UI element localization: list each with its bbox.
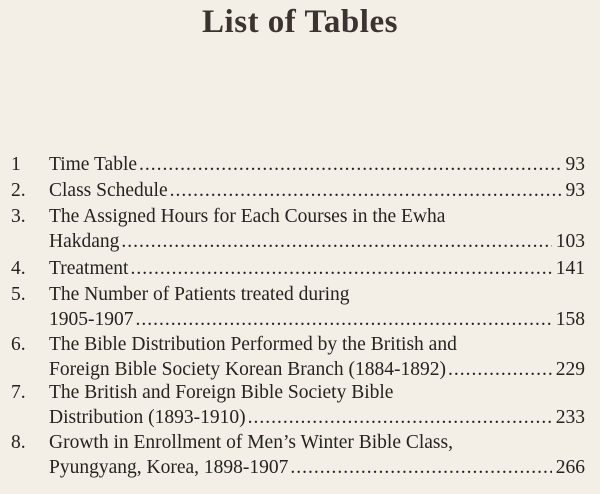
entry-page: 266 (555, 457, 585, 478)
entry-title: The British and Foreign Bible Society Bible (49, 382, 394, 403)
entry-number: 7. (11, 382, 26, 403)
dot-leader (121, 231, 551, 253)
entry-number: 4. (11, 258, 26, 279)
entry-title-continued: Hakdang (49, 231, 120, 252)
dot-leader (170, 180, 562, 202)
entry-number: 1 (11, 154, 21, 175)
dot-leader (290, 457, 551, 479)
entry-page: 141 (555, 258, 585, 279)
entry-title-continued: Pyungyang, Korea, 1898-1907 (49, 457, 289, 478)
entry-page: 93 (565, 180, 585, 201)
entry-title-continued: 1905-1907 (49, 309, 134, 330)
dot-leader (248, 407, 552, 429)
entry-title-continued: Distribution (1893-1910) (49, 407, 246, 428)
entry-title: The Assigned Hours for Each Courses in the Ewha (49, 206, 446, 227)
entry-title: Class Schedule (49, 180, 168, 201)
entry-page: 103 (555, 231, 585, 252)
entry-number: 5. (11, 284, 26, 305)
dot-leader (136, 309, 552, 331)
entry-page: 229 (555, 359, 585, 380)
entry-page: 93 (565, 154, 585, 175)
entry-number: 3. (11, 206, 26, 227)
entry-number: 2. (11, 180, 26, 201)
page-title: List of Tables (202, 4, 398, 40)
entry-title: Time Table (49, 154, 138, 175)
entry-title: The Bible Distribution Performed by the British and (49, 334, 457, 355)
entry-number: 6. (11, 334, 26, 355)
dot-leader (448, 359, 552, 381)
dot-leader (130, 258, 551, 280)
entry-number: 8. (11, 432, 26, 453)
dot-leader (139, 154, 561, 176)
entry-title: Treatment (49, 258, 129, 279)
entry-title: Growth in Enrollment of Men’s Winter Bible Class, (49, 432, 453, 453)
entry-title-continued: Foreign Bible Society Korean Branch (1884-1892) (49, 359, 446, 380)
entry-title: The Number of Patients treated during (49, 284, 350, 305)
entry-page: 158 (555, 309, 585, 330)
entry-page: 233 (555, 407, 585, 428)
